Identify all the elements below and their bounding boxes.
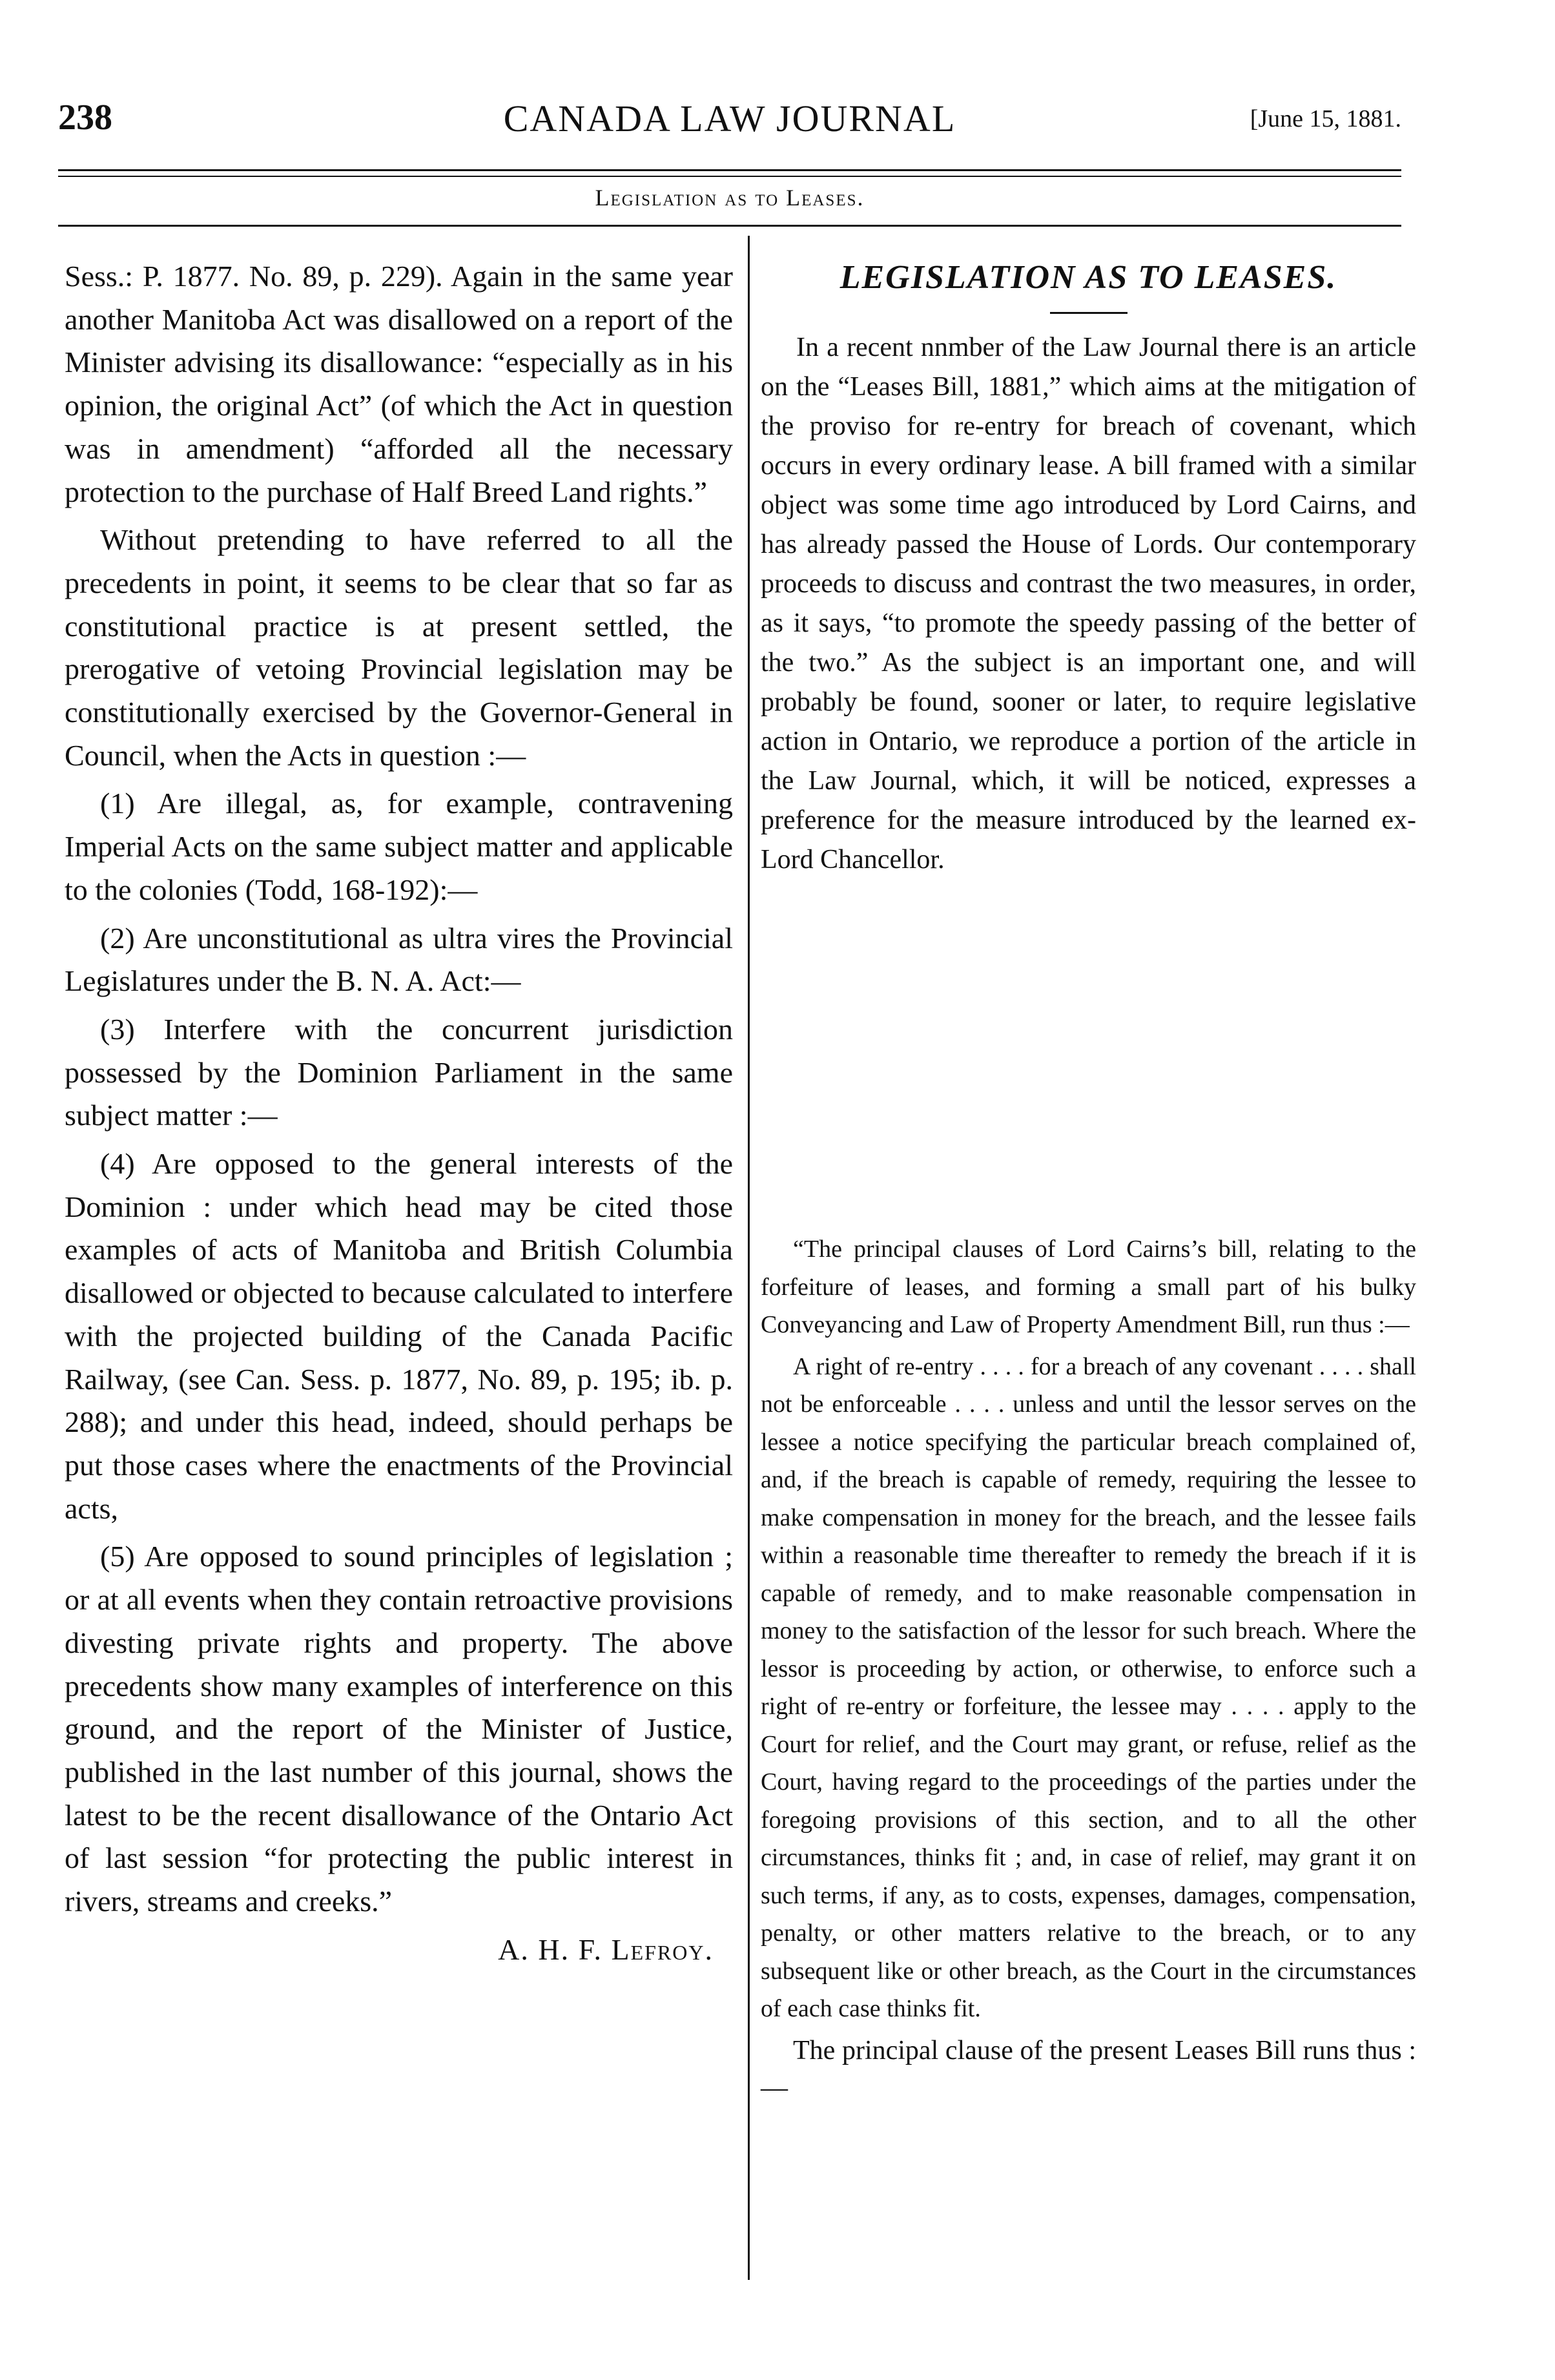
- paragraph: The principal clause of the present Leases Bill runs thus :—: [761, 2035, 1416, 2103]
- paragraph: Sess.: P. 1877. No. 89, p. 229). Again in the same year another Manitoba Act was disallowed on a report of the Minister advising its disallowance: “especially as in his opinion, the original Act” (of which the Act in question was in amendment) “afforded all the necessary protection to the purchase of Half Breed Land rights.”: [65, 260, 733, 508]
- header-double-rule: [58, 169, 1401, 177]
- author-signature: A. H. F. Lefroy.: [498, 1932, 714, 1966]
- paragraph: (2) Are unconstitutional as ultra vires the Provincial Legislatures under the B. N. A. Act:—: [65, 921, 733, 998]
- paragraph: (4) Are opposed to the general interests of the Dominion : under which head may be cited those examples of acts of Manitoba and British Columbia disallowed or objected to because calculated to interfere with the projected building of the Canada Pacific Railway, (see Can. Sess. p. 1877, No. 89, p. 195; ib. p. 288); and under this head, indeed, should perhaps be put those cases where the enactments of the Provincial acts,: [65, 1147, 733, 1525]
- issue-date: [June 15, 1881.: [1250, 105, 1401, 132]
- article-title: LEGISLATION AS TO LEASES.: [839, 259, 1337, 296]
- paragraph: A right of re-entry . . . . for a breach of any covenant . . . . shall not be enforceable . . . . unless and until the lessor serves on the lessee a notice specifying the particular breach complained of, and, if the breach is capable of remedy, requiring the lessee to make compensation in money for the breach, and the lessee fails within a reasonable time thereafter to remedy the breach if it is capable of remedy, and to make reasonable compensation in money to the satisfaction of the lessor for such breach. Where the lessor is proceeding by action, or otherwise, to enforce such a right of re-entry or forfeiture, the lessee may . . . . apply to the Court for relief, and the Court may grant, or refuse, relief as the Court, having regard to the proceedings of the parties under the foregoing provisions of this section, and to all the other circumstances, thinks fit ; and, in case of relief, may grant it on such terms, if any, as to costs, expenses, damages, compensation, penalty, or other matters relative to the breach, or to any subsequent like or other breach, as the Court in the circumstances of each case thinks fit.: [761, 1352, 1416, 2022]
- section-running-title: Legislation as to Leases.: [595, 185, 865, 211]
- paragraph: (1) Are illegal, as, for example, contravening Imperial Acts on the same subject matter and applicable to the colonies (Todd, 168-192):—: [65, 787, 733, 906]
- paragraph: “The principal clauses of Lord Cairns’s bill, relating to the forfeiture of leases, and forming a small part of his bulky Conveyancing and Law of Property Amendment Bill, run thus :—: [761, 1236, 1416, 1338]
- right-column: [761, 255, 1416, 885]
- title-rule: [1050, 312, 1128, 314]
- journal-title: CANADA LAW JOURNAL: [503, 98, 956, 140]
- paragraph: Without pretending to have referred to all the precedents in point, it seems to be clear that so far as constitutional practice is at present settled, the prerogative of vetoing Provincial legislation may be constitutionally exercised by the Governor-General in Council, when the Acts in question :—: [65, 523, 733, 772]
- running-head: [58, 97, 1401, 155]
- header-rule: [58, 225, 1401, 227]
- column-divider: [748, 236, 750, 2280]
- paragraph: (5) Are opposed to sound principles of legislation ; or at all events when they contain retroactive provisions divesting private rights and property. The above precedents show many examples of interference on this ground, and the report of the Minister of Justice, published in the last number of this journal, shows the latest to be the recent disallowance of the Ontario Act of last session “for protecting the public interest in rivers, streams and creeks.”: [65, 1540, 733, 1918]
- right-column-quotation: [761, 1230, 1416, 2111]
- page-number: 238: [58, 98, 112, 138]
- paragraph: (3) Interfere with the concurrent jurisdiction possessed by the Dominion Parliament in the same subject matter :—: [65, 1012, 733, 1132]
- paragraph: In a recent nnmber of the Law Journal there is an article on the “Leases Bill, 1881,” which aims at the mitigation of the proviso for re-entry for breach of covenant, which occurs in every ordinary lease. A bill framed with a similar object was some time ago introduced by Lord Cairns, and has already passed the House of Lords. Our contemporary proceeds to discuss and contrast the two measures, in order, as it says, “to promote the speedy passing of the better of the two.” As the subject is an important one, and will probably be found, sooner or later, to require legislative action in Ontario, we reproduce a portion of the article in the Law Journal, which, it will be noticed, expresses a preference for the measure introduced by the learned ex-Lord Chancellor.: [761, 333, 1416, 874]
- left-column: [65, 255, 733, 1971]
